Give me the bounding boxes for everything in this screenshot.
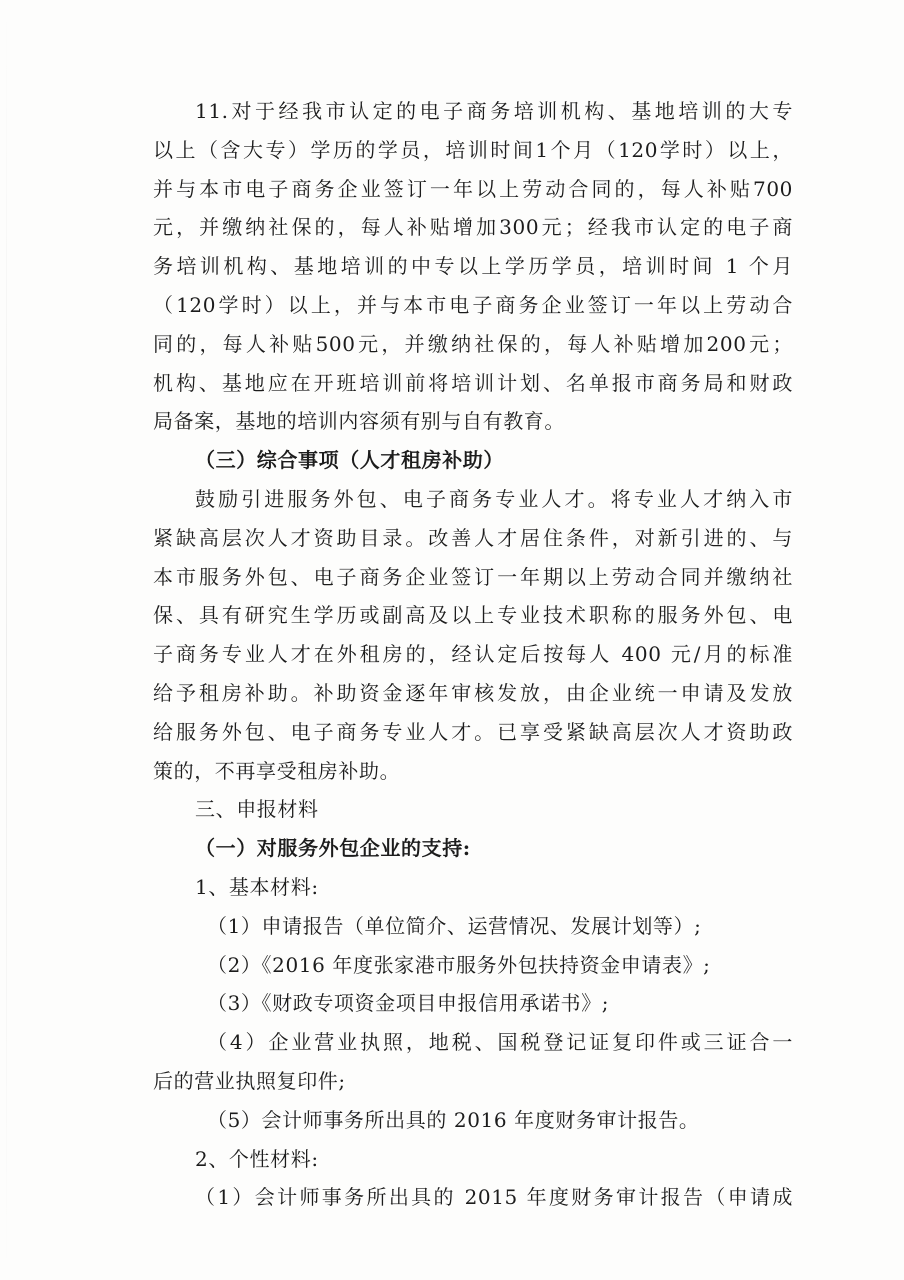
para-11-line-9: 局备案，基地的培训内容须有别与自有教育。 <box>153 409 565 434</box>
section-heading-3: （三）综合事项（人才租房补助） <box>195 448 504 473</box>
subheading-outsourcing: （一）对服务外包企业的支持: <box>195 836 471 861</box>
material-item-3: （3）《财政专项资金项目申报信用承诺书》; <box>207 991 610 1016</box>
basic-materials-heading: 1、基本材料: <box>195 874 319 899</box>
para-11-line-5: 务培训机构、基地培训的中专以上学历学员，培训时间 1 个月 <box>153 254 793 279</box>
para-11-line-4: 元，并缴纳社保的，每人补贴增加300元；经我市认定的电子商 <box>153 215 793 240</box>
para-11-line-6: （120学时）以上，并与本市电子商务企业签订一年以上劳动合 <box>153 292 793 317</box>
para-11-line-2: 以上（含大专）学历的学员，培训时间1个月（120学时）以上， <box>153 137 793 162</box>
document-body <box>153 92 793 1217</box>
talent-para-line-2: 紧缺高层次人才资助目录。改善人才居住条件，对新引进的、与 <box>153 525 793 550</box>
section-heading-materials: 三、申报材料 <box>195 797 319 822</box>
para-11-line-3: 并与本市电子商务企业签订一年以上劳动合同的，每人补贴700 <box>153 176 793 201</box>
para-11-line-7: 同的，每人补贴500元，并缴纳社保的，每人补贴增加200元； <box>153 331 793 356</box>
talent-para-line-4: 保、具有研究生学历或副高及以上专业技术职称的服务外包、电 <box>153 603 793 628</box>
material-item-4-line-1: （4）企业营业执照，地税、国税登记证复印件或三证合一 <box>207 1030 793 1055</box>
talent-para-line-6: 给予租房补助。补助资金逐年审核发放，由企业统一申请及发放 <box>153 680 793 705</box>
para-11-line-1: 11.对于经我市认定的电子商务培训机构、基地培训的大专 <box>195 99 793 123</box>
scan-edge <box>6 0 7 1280</box>
material-item-1: （1）申请报告（单位简介、运营情况、发展计划等）; <box>207 913 702 938</box>
specific-materials-heading: 2、个性材料: <box>195 1146 319 1171</box>
material-item-4-line-2: 后的营业执照复印件; <box>153 1068 346 1093</box>
material-item-2: （2）《2016 年度张家港市服务外包扶持资金申请表》; <box>207 952 711 977</box>
para-11-line-8: 机构、基地应在开班培训前将培训计划、名单报市商务局和财政 <box>153 370 793 395</box>
specific-item-1: （1）会计师事务所出具的 2015 年度财务审计报告（申请成 <box>195 1185 793 1210</box>
talent-para-line-1: 鼓励引进服务外包、电子商务专业人才。将专业人才纳入市 <box>195 486 793 511</box>
talent-para-line-8: 策的，不再享受租房补助。 <box>153 758 401 783</box>
talent-para-line-3: 本市服务外包、电子商务企业签订一年期以上劳动合同并缴纳社 <box>153 564 793 589</box>
talent-para-line-5: 子商务专业人才在外租房的，经认定后按每人 400 元/月的标准 <box>153 642 793 667</box>
talent-para-line-7: 给服务外包、电子商务专业人才。已享受紧缺高层次人才资助政 <box>153 719 793 744</box>
material-item-5: （5）会计师事务所出具的 2016 年度财务审计报告。 <box>207 1107 700 1132</box>
